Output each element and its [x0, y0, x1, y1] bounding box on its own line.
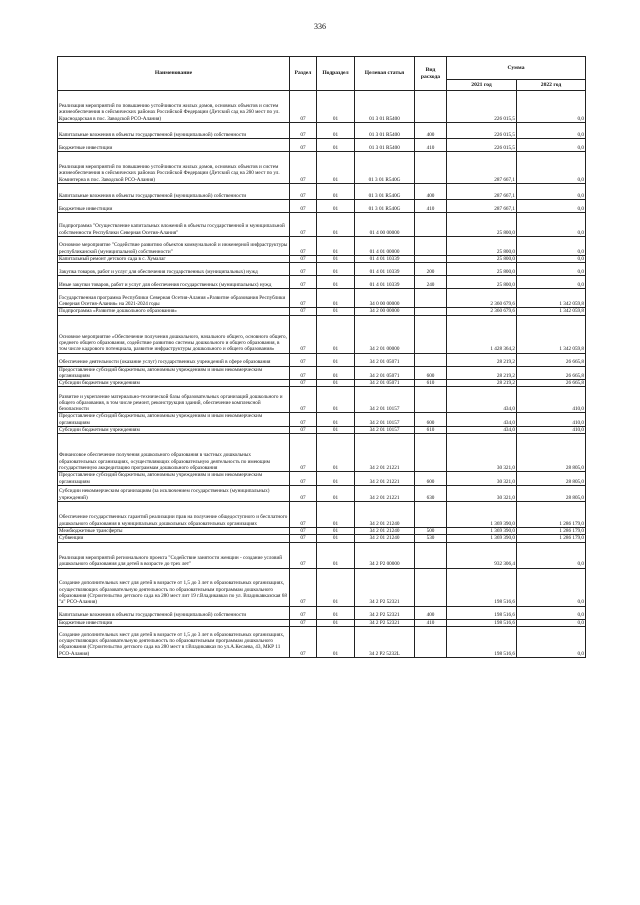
- header-year-2022: 2022 год: [517, 80, 586, 91]
- row-section-cell: 07: [290, 289, 317, 308]
- row-target-item-cell: 34 2 01 21240: [355, 527, 415, 534]
- row-2022-cell: 0,0: [517, 276, 586, 289]
- row-section-cell: 07: [290, 315, 317, 353]
- row-2022-cell: 1 286 179,0: [517, 527, 586, 534]
- row-expense-type-cell: [415, 289, 447, 308]
- row-section-cell: 07: [290, 256, 317, 263]
- row-expense-type-cell: 240: [415, 276, 447, 289]
- header-expense-type: Вид расхода: [415, 57, 447, 91]
- row-target-item-cell: 34 2 01 21221: [355, 485, 415, 501]
- row-target-item-cell: 34 2 01 05071: [355, 366, 415, 380]
- row-target-item-cell: 01 3 01 R5400: [355, 91, 415, 123]
- row-subsection-cell: 01: [317, 427, 355, 434]
- table-row: [58, 315, 586, 353]
- row-subsection-cell: 01: [317, 387, 355, 413]
- row-2021-cell: 30 321,0: [447, 472, 517, 486]
- row-subsection-cell: 01: [317, 237, 355, 256]
- row-2021-cell: 2 360 679,6: [447, 289, 517, 308]
- row-section-cell: 07: [290, 91, 317, 123]
- row-2021-cell: 434,0: [447, 413, 517, 427]
- row-expense-type-cell: 410: [415, 200, 447, 213]
- row-2022-cell: 0,0: [517, 256, 586, 263]
- row-section-cell: 07: [290, 626, 317, 657]
- row-subsection-cell: 01: [317, 542, 355, 568]
- row-name-cell: Создание дополнительных мест для детей в возрасте от 1,5 до 3 лет в образовательных организациях, осуществляющих образовательную деятельность по образовательным программам дошкольного образования (Строительство детского сада на 280 мест лит 19 г.Владикавказ по ул. Владикавказская 68 "а" РСО-Алания): [58, 568, 290, 606]
- row-expense-type-cell: [415, 387, 447, 413]
- row-name-cell: Создание дополнительных мест для детей в возрасте от 1,5 до 3 лет в образовательных организациях, осуществляющих образовательную деятельность по образовательным программам дошкольного образования (Строительство детского сада на 280 мест в г.Владикавказ по ул.А.Кесаева, 43, МКР 11 РСО-Алания): [58, 626, 290, 657]
- row-subsection-cell: 01: [317, 619, 355, 626]
- row-2021-cell: 434,0: [447, 427, 517, 434]
- table-row: [58, 606, 586, 619]
- row-target-item-cell: 01 3 01 R540G: [355, 152, 415, 184]
- row-name-cell: Капитальный ремонт детского сада в с. Хумалаг: [58, 256, 290, 263]
- row-2021-cell: 25 800,0: [447, 276, 517, 289]
- row-target-item-cell: 34 2 01 21240: [355, 501, 415, 527]
- header-year-2021: 2021 год: [447, 80, 517, 91]
- row-2022-cell: 1 286 179,0: [517, 501, 586, 527]
- row-section-cell: 07: [290, 413, 317, 427]
- row-target-item-cell: 34 2 01 05071: [355, 353, 415, 366]
- row-2022-cell: 0,0: [517, 123, 586, 139]
- row-section-cell: 07: [290, 501, 317, 527]
- row-2021-cell: 1 369 390,0: [447, 501, 517, 527]
- table-row: [58, 472, 586, 486]
- header-subsection: Подраздел: [317, 57, 355, 91]
- row-name-cell: Закупка товаров, работ и услуг для обеспечения государственных (муниципальных) нужд: [58, 263, 290, 276]
- row-2022-cell: 26 665,8: [517, 380, 586, 387]
- table-row: [58, 413, 586, 427]
- row-name-cell: Иные закупки товаров, работ и услуг для обеспечения государственных (муниципальных) нужд: [58, 276, 290, 289]
- row-name-cell: Реализация мероприятий регионального проекта "Содействие занятости женщин - создание условий дошкольного образования для детей в возрасте до трех лет": [58, 542, 290, 568]
- budget-table: [57, 56, 586, 658]
- row-2022-cell: 0,0: [517, 542, 586, 568]
- row-2022-cell: 0,0: [517, 606, 586, 619]
- page-number: 336: [314, 22, 326, 31]
- row-section-cell: 07: [290, 213, 317, 237]
- table-row: [58, 535, 586, 542]
- header-section: Раздел: [290, 57, 317, 91]
- row-2022-cell: 1 342 059,8: [517, 315, 586, 353]
- row-subsection-cell: 01: [317, 263, 355, 276]
- table-row: [58, 427, 586, 434]
- row-2022-cell: 1 342 059,8: [517, 308, 586, 315]
- row-expense-type-cell: 500: [415, 527, 447, 534]
- row-subsection-cell: 01: [317, 527, 355, 534]
- row-2021-cell: 1 428 364,2: [447, 315, 517, 353]
- row-subsection-cell: 01: [317, 434, 355, 472]
- row-expense-type-cell: 630: [415, 485, 447, 501]
- row-2021-cell: 30 321,0: [447, 485, 517, 501]
- row-name-cell: Обеспечение государственных гарантий реализации прав на получение общедоступного и бесплатного дошкольного образования в муниципальных дошкольных образовательных организациях: [58, 501, 290, 527]
- row-subsection-cell: 01: [317, 308, 355, 315]
- row-subsection-cell: 01: [317, 626, 355, 657]
- row-2021-cell: 25 800,0: [447, 213, 517, 237]
- row-2021-cell: 1 369 390,0: [447, 535, 517, 542]
- row-expense-type-cell: 600: [415, 413, 447, 427]
- row-subsection-cell: 01: [317, 152, 355, 184]
- row-name-cell: Бюджетные инвестиции: [58, 200, 290, 213]
- row-subsection-cell: 01: [317, 568, 355, 606]
- row-subsection-cell: 01: [317, 123, 355, 139]
- table-row: [58, 200, 586, 213]
- table-row: [58, 184, 586, 200]
- row-section-cell: 07: [290, 308, 317, 315]
- row-section-cell: 07: [290, 535, 317, 542]
- row-expense-type-cell: [415, 568, 447, 606]
- row-name-cell: Реализация мероприятий по повышению устойчивости жилых домов, основных объектов и систем жизнеобеспечения в сейсмических районах Российской Федерации (Детский сад на 280 мест по ул. Коминтерна в пос. Заводской РСО-Алания): [58, 152, 290, 184]
- row-2021-cell: 1 369 390,0: [447, 527, 517, 534]
- row-target-item-cell: 34 2 01 10157: [355, 427, 415, 434]
- row-expense-type-cell: [415, 626, 447, 657]
- row-name-cell: Субсидии некоммерческим организациям (за исключением государственных (муниципальных) учреждений): [58, 485, 290, 501]
- row-target-item-cell: 01 3 01 R540G: [355, 200, 415, 213]
- row-section-cell: 07: [290, 184, 317, 200]
- row-2022-cell: 0,0: [517, 237, 586, 256]
- row-name-cell: Предоставление субсидий бюджетным, автономным учреждениям и иным некоммерческим организациям: [58, 472, 290, 486]
- row-2021-cell: 226 015,5: [447, 91, 517, 123]
- row-section-cell: 07: [290, 485, 317, 501]
- row-section-cell: 07: [290, 619, 317, 626]
- row-name-cell: Капитальные вложения в объекты государственной (муниципальной) собственности: [58, 606, 290, 619]
- row-subsection-cell: 01: [317, 501, 355, 527]
- row-expense-type-cell: 400: [415, 184, 447, 200]
- row-subsection-cell: 01: [317, 315, 355, 353]
- row-2022-cell: 1 342 059,8: [517, 289, 586, 308]
- row-target-item-cell: 01 4 01 10339: [355, 263, 415, 276]
- row-target-item-cell: 01 3 01 R540G: [355, 184, 415, 200]
- row-section-cell: 07: [290, 542, 317, 568]
- row-subsection-cell: 01: [317, 200, 355, 213]
- row-subsection-cell: 01: [317, 289, 355, 308]
- row-section-cell: 07: [290, 434, 317, 472]
- row-2022-cell: 0,0: [517, 91, 586, 123]
- row-target-item-cell: 34 2 P2 00000: [355, 542, 415, 568]
- row-2021-cell: 25 800,0: [447, 256, 517, 263]
- row-name-cell: Реализация мероприятий по повышению устойчивости жилых домов, основных объектов и систем жизнеобеспечения в сейсмических районах Российской Федерации (Детский сад на 260 мест по ул. Краснодарская в пос. Заводской РСО-Алания): [58, 91, 290, 123]
- row-subsection-cell: 01: [317, 606, 355, 619]
- row-subsection-cell: 01: [317, 276, 355, 289]
- row-2021-cell: 226 015,5: [447, 123, 517, 139]
- row-2022-cell: 410,0: [517, 413, 586, 427]
- row-section-cell: 07: [290, 139, 317, 152]
- row-section-cell: 07: [290, 237, 317, 256]
- row-section-cell: 07: [290, 152, 317, 184]
- row-subsection-cell: 01: [317, 413, 355, 427]
- row-2021-cell: 434,0: [447, 387, 517, 413]
- row-section-cell: 07: [290, 387, 317, 413]
- row-2022-cell: 0,0: [517, 626, 586, 657]
- table-row: [58, 263, 586, 276]
- header-name: Наименование: [58, 57, 290, 91]
- table-row: [58, 152, 586, 184]
- row-name-cell: Основное мероприятие «Обеспечение получения дошкольного, начального общего, основного общего, среднего общего образования, содействие развитию системы дошкольного и общего образования, в том числе кадрового потенциала, развитие инфраструктуры дошкольного и общего образования»: [58, 315, 290, 353]
- row-expense-type-cell: 600: [415, 366, 447, 380]
- row-2021-cell: 287 667,1: [447, 152, 517, 184]
- row-2021-cell: 198 516,6: [447, 619, 517, 626]
- table-row: [58, 380, 586, 387]
- table-row: [58, 289, 586, 308]
- row-target-item-cell: 34 2 P2 52321: [355, 568, 415, 606]
- row-name-cell: Капитальные вложения в объекты государственной (муниципальной) собственности: [58, 184, 290, 200]
- row-section-cell: 07: [290, 527, 317, 534]
- row-2021-cell: 226 015,5: [447, 139, 517, 152]
- row-target-item-cell: 34 0 00 00000: [355, 289, 415, 308]
- row-target-item-cell: 34 2 01 00000: [355, 315, 415, 353]
- row-2022-cell: 0,0: [517, 152, 586, 184]
- row-subsection-cell: 01: [317, 139, 355, 152]
- row-2022-cell: 0,0: [517, 568, 586, 606]
- table-row: [58, 276, 586, 289]
- row-subsection-cell: 01: [317, 472, 355, 486]
- row-target-item-cell: 34 2 01 10157: [355, 413, 415, 427]
- row-subsection-cell: 01: [317, 184, 355, 200]
- row-section-cell: 07: [290, 366, 317, 380]
- table-row: [58, 626, 586, 657]
- row-target-item-cell: 01 4 01 10339: [355, 276, 415, 289]
- row-section-cell: 07: [290, 568, 317, 606]
- row-name-cell: Обеспечение деятельности (оказание услуг) государственных учреждений в сфере образования: [58, 353, 290, 366]
- row-section-cell: 07: [290, 427, 317, 434]
- table-row: [58, 485, 586, 501]
- row-name-cell: Субсидии бюджетным учреждениям: [58, 380, 290, 387]
- table-body: [58, 91, 586, 658]
- row-2022-cell: 26 665,8: [517, 353, 586, 366]
- row-2022-cell: 0,0: [517, 263, 586, 276]
- row-target-item-cell: 34 2 01 10157: [355, 387, 415, 413]
- row-2022-cell: 410,0: [517, 387, 586, 413]
- table-row: [58, 123, 586, 139]
- row-2022-cell: 0,0: [517, 139, 586, 152]
- table-row: [58, 527, 586, 534]
- row-2022-cell: 1 286 179,0: [517, 535, 586, 542]
- row-2021-cell: 25 800,0: [447, 263, 517, 276]
- row-expense-type-cell: [415, 256, 447, 263]
- row-2021-cell: 198 516,6: [447, 568, 517, 606]
- row-subsection-cell: 01: [317, 485, 355, 501]
- row-expense-type-cell: [415, 91, 447, 123]
- row-target-item-cell: 34 2 P2 52321: [355, 606, 415, 619]
- table-row: [58, 213, 586, 237]
- row-name-cell: Предоставление субсидий бюджетным, автономным учреждениям и иным некоммерческим организациям: [58, 413, 290, 427]
- row-expense-type-cell: 400: [415, 606, 447, 619]
- row-2021-cell: 28 219,2: [447, 366, 517, 380]
- row-expense-type-cell: [415, 542, 447, 568]
- row-target-item-cell: 34 2 P2 52321: [355, 619, 415, 626]
- row-name-cell: Субвенции: [58, 535, 290, 542]
- row-expense-type-cell: 200: [415, 263, 447, 276]
- row-expense-type-cell: [415, 152, 447, 184]
- row-name-cell: Подпрограмма «Развитие дошкольного образования»: [58, 308, 290, 315]
- row-name-cell: Финансовое обеспечение получения дошкольного образования в частных дошкольных образовательных организациях, осуществляющих образовательную деятельность по имеющим государственную аккредитацию программам дошкольного образования: [58, 434, 290, 472]
- table-row: [58, 387, 586, 413]
- row-2021-cell: 2 360 679,6: [447, 308, 517, 315]
- row-2022-cell: 0,0: [517, 619, 586, 626]
- row-name-cell: Капитальные вложения в объекты государственной (муниципальной) собственности: [58, 123, 290, 139]
- row-name-cell: Предоставление субсидий бюджетным, автономным учреждениям и иным некоммерческим организациям: [58, 366, 290, 380]
- row-2022-cell: 410,0: [517, 427, 586, 434]
- row-2022-cell: 0,0: [517, 184, 586, 200]
- row-expense-type-cell: 400: [415, 123, 447, 139]
- row-expense-type-cell: [415, 237, 447, 256]
- row-expense-type-cell: [415, 434, 447, 472]
- row-2021-cell: 28 219,2: [447, 353, 517, 366]
- table-row: [58, 353, 586, 366]
- row-expense-type-cell: 600: [415, 472, 447, 486]
- row-subsection-cell: 01: [317, 380, 355, 387]
- row-2022-cell: 0,0: [517, 200, 586, 213]
- row-target-item-cell: 34 2 01 21221: [355, 434, 415, 472]
- row-section-cell: 07: [290, 353, 317, 366]
- table-row: [58, 139, 586, 152]
- row-section-cell: 07: [290, 263, 317, 276]
- row-expense-type-cell: 530: [415, 535, 447, 542]
- table-row: [58, 568, 586, 606]
- row-expense-type-cell: [415, 308, 447, 315]
- row-name-cell: Подпрограмма "Осуществление капитальных вложений в объекты государственной и муниципальной собственности Республики Северная Осетия-Алания": [58, 213, 290, 237]
- row-section-cell: 07: [290, 123, 317, 139]
- row-2021-cell: 932 306,4: [447, 542, 517, 568]
- row-2021-cell: 287 667,1: [447, 184, 517, 200]
- row-target-item-cell: 34 2 00 00000: [355, 308, 415, 315]
- table-row: [58, 237, 586, 256]
- row-subsection-cell: 01: [317, 213, 355, 237]
- row-name-cell: Государственная программа Республики Северная Осетия-Алания «Развитие образования Республики Северная Осетия-Алания» на 2021-2024 годы: [58, 289, 290, 308]
- row-expense-type-cell: [415, 353, 447, 366]
- table-row: [58, 434, 586, 472]
- table-row: [58, 542, 586, 568]
- row-2021-cell: 287 667,1: [447, 200, 517, 213]
- row-target-item-cell: 01 4 00 00000: [355, 213, 415, 237]
- row-section-cell: 07: [290, 380, 317, 387]
- row-name-cell: Бюджетные инвестиции: [58, 139, 290, 152]
- header-sum: Сумма: [447, 57, 586, 80]
- row-2022-cell: 28 805,0: [517, 434, 586, 472]
- row-2022-cell: 28 805,0: [517, 485, 586, 501]
- row-expense-type-cell: 410: [415, 619, 447, 626]
- row-2021-cell: 25 800,0: [447, 237, 517, 256]
- row-expense-type-cell: 410: [415, 139, 447, 152]
- row-name-cell: Межбюджетные трансферты: [58, 527, 290, 534]
- row-2021-cell: 198 516,6: [447, 606, 517, 619]
- row-target-item-cell: 34 2 01 05071: [355, 380, 415, 387]
- row-name-cell: Основное мероприятие "Содействие развитию объектов коммунальной и инженерной инфраструктуры республиканской (муниципальной) собственности": [58, 237, 290, 256]
- row-target-item-cell: 01 4 01 00000: [355, 237, 415, 256]
- table-row: [58, 366, 586, 380]
- table-row: [58, 256, 586, 263]
- header-target-item: Целевая статья: [355, 57, 415, 91]
- row-expense-type-cell: [415, 315, 447, 353]
- row-name-cell: Бюджетные инвестиции: [58, 619, 290, 626]
- row-2021-cell: 28 219,2: [447, 380, 517, 387]
- row-section-cell: 07: [290, 472, 317, 486]
- row-target-item-cell: 01 3 01 R5400: [355, 139, 415, 152]
- table-row: [58, 308, 586, 315]
- row-expense-type-cell: [415, 501, 447, 527]
- row-target-item-cell: 34 2 P2 5232L: [355, 626, 415, 657]
- row-2022-cell: 0,0: [517, 213, 586, 237]
- row-expense-type-cell: 610: [415, 380, 447, 387]
- row-target-item-cell: 34 2 01 21221: [355, 472, 415, 486]
- row-target-item-cell: 34 2 01 21240: [355, 535, 415, 542]
- row-subsection-cell: 01: [317, 91, 355, 123]
- table-row: [58, 501, 586, 527]
- row-2022-cell: 26 665,8: [517, 366, 586, 380]
- row-name-cell: Развитие и укрепление материально-технической базы образовательных организаций дошкольного и общего образования, в том числе ремонт, реконструкция зданий, обеспечение комплексной безопасности: [58, 387, 290, 413]
- row-2022-cell: 28 805,0: [517, 472, 586, 486]
- row-section-cell: 07: [290, 606, 317, 619]
- row-subsection-cell: 01: [317, 256, 355, 263]
- row-subsection-cell: 01: [317, 353, 355, 366]
- table-row: [58, 91, 586, 123]
- row-expense-type-cell: [415, 213, 447, 237]
- row-section-cell: 07: [290, 200, 317, 213]
- row-2021-cell: 30 321,0: [447, 434, 517, 472]
- row-name-cell: Субсидии бюджетным учреждениям: [58, 427, 290, 434]
- row-section-cell: 07: [290, 276, 317, 289]
- row-target-item-cell: 01 4 01 10339: [355, 256, 415, 263]
- row-target-item-cell: 01 3 01 R5400: [355, 123, 415, 139]
- row-subsection-cell: 01: [317, 366, 355, 380]
- table-row: [58, 619, 586, 626]
- row-subsection-cell: 01: [317, 535, 355, 542]
- row-2021-cell: 198 516,6: [447, 626, 517, 657]
- row-expense-type-cell: 610: [415, 427, 447, 434]
